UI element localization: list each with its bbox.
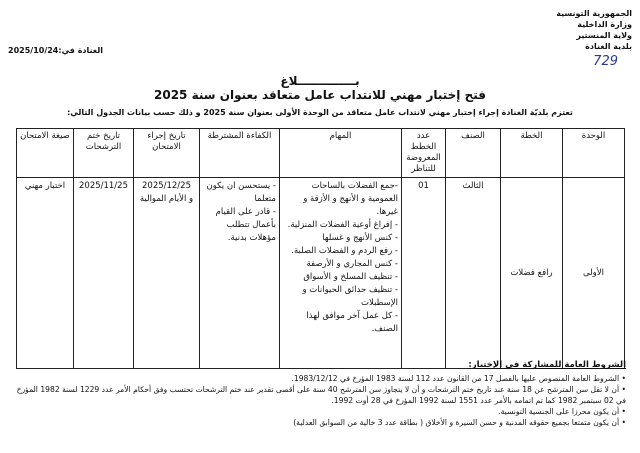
republic-name: الجمهورية التونسية bbox=[556, 9, 632, 18]
task-item: - كنس الأنهج و غسلها bbox=[322, 233, 398, 243]
header-closing-date: تاريخ ختم الترشحات bbox=[74, 129, 134, 178]
intro-text: تعتزم بلديّة الغنادة إجراء إختبار مهني لانتداب عامل متعاقد من الوحدة الأولى بعنوان سنة 2025 و ذلك حسب بيانات الجدول التالي: bbox=[67, 108, 573, 117]
cell-tasks bbox=[280, 178, 402, 369]
reference-number: 729 bbox=[593, 54, 618, 69]
header-exam-date: تاريخ إجراء الامتحان bbox=[134, 129, 200, 178]
issuer-header bbox=[556, 8, 632, 52]
condition-item: • أن يكون محرزا على الجنسية التونسية. bbox=[498, 407, 626, 416]
header-grade: الصنف bbox=[446, 129, 501, 178]
governorate-name: ولاية المنستير bbox=[576, 31, 632, 40]
ministry-name: وزارة الداخلية bbox=[577, 20, 632, 29]
municipality-name: بلدية الغنادة bbox=[585, 42, 632, 51]
exam-date: 2025/12/25 bbox=[142, 181, 191, 191]
conditions-title: الشروط العامة للمشاركة في الإختبار: bbox=[468, 360, 626, 370]
cell-plan: رافع فضلات bbox=[501, 178, 563, 369]
header-exam-form: صيغة الامتحان bbox=[17, 129, 74, 178]
conditions-list bbox=[14, 373, 626, 428]
competence-item: - قادر على القيام بأعمال تتطلب مؤهلات بدنية. bbox=[215, 207, 276, 243]
header-tasks: المهام bbox=[280, 129, 402, 178]
table-row bbox=[17, 178, 625, 369]
competence-item: - يستحسن ان يكون متعلما bbox=[206, 181, 276, 204]
header-competence: الكفاءة المشترطة bbox=[200, 129, 280, 178]
task-item: - تنظيف المسلخ و الأسواق bbox=[303, 272, 398, 282]
cell-grade: الثالث bbox=[446, 178, 501, 369]
header-plan: الخطة bbox=[501, 129, 563, 178]
page-title: فتح إختبار مهني للانتداب عامل متعاقد بعنوان سنة 2025 bbox=[154, 88, 486, 102]
task-item: - كل عمل آخر موافق لهذا الصنف. bbox=[306, 311, 398, 334]
task-item: - تنظيف حدائق الحيوانات و الإسطبلات bbox=[302, 285, 398, 308]
task-item: -جمع الفضلات بالساحات العمومية و الأنهج و الأزقة و غيرها. bbox=[303, 181, 398, 217]
place-date: الغنادة في:2025/10/24 bbox=[8, 46, 104, 55]
header-unit: الوحدة bbox=[563, 129, 625, 178]
condition-item: • أن يكون متمتعا بجميع حقوقه المدنية و حسن السيرة و الأخلاق ( بطاقة عدد 3 خالية من السوابق العدلية) bbox=[293, 418, 626, 427]
positions-table bbox=[16, 128, 625, 369]
task-item: - رفع الردم و الفضلات الصلبة. bbox=[291, 246, 398, 256]
table-header-row bbox=[17, 129, 625, 178]
cell-exam-form: اختبار مهني bbox=[17, 178, 74, 369]
announcement-heading: بــــــــــــــلاغ bbox=[280, 74, 360, 88]
cell-positions: 01 bbox=[402, 178, 446, 369]
condition-item: • أن لا تقل سن المترشح عن 18 سنة عند تاريخ ختم الترشحات و أن لا يتجاوز سن المترشح 40 سنة على أقصى تقدير عند ختم الترشحات تحتسب وفق أحكام الأمر عدد 1229 لسنة 1982 المؤرخ في 02 سبتمبر 1982 كما تم اتمامه بالأمر عدد 1551 لسنة 1992 المؤرخ في 28 أوت 1992. bbox=[16, 385, 626, 405]
cell-competence bbox=[200, 178, 280, 369]
task-item: - كنس المجاري و الأرصفة bbox=[306, 259, 398, 269]
cell-unit: الأولى bbox=[563, 178, 625, 369]
exam-date-note: و الأيام الموالية bbox=[139, 194, 194, 204]
header-positions: عدد الخطط المعروضة للتناظر bbox=[402, 129, 446, 178]
cell-exam-date bbox=[134, 178, 200, 369]
condition-item: • الشروط العامة المنصوص عليها بالفصل 17 من القانون عدد 112 لسنة 1983 المؤرخ في 1983/12/12. bbox=[291, 374, 626, 383]
cell-closing-date: 2025/11/25 bbox=[74, 178, 134, 369]
task-item: - إفراغ أوعية الفضلات المنزلية. bbox=[287, 220, 398, 230]
